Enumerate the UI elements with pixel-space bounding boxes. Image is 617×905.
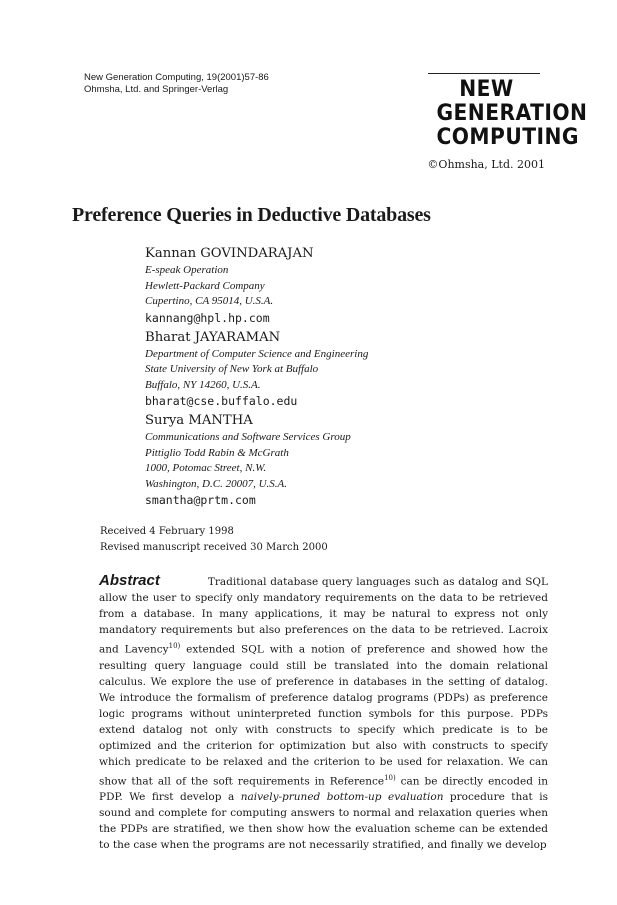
affiliation-line: Communications and Software Services Group bbox=[145, 431, 351, 443]
reference-marker: 10) bbox=[384, 773, 396, 782]
abstract bbox=[99, 573, 548, 853]
author-block bbox=[145, 245, 525, 326]
affiliation-line: 1000, Potomac Street, N.W. bbox=[145, 462, 267, 474]
abstract-emphasis: naively-pruned bottom-up evaluation bbox=[240, 791, 444, 803]
author-email: bharat@cse.buffalo.edu bbox=[145, 394, 298, 408]
affiliation-line: Pittiglio Todd Rabin & McGrath bbox=[145, 446, 289, 459]
abstract-text: extended SQL with a notion of preference and showed how the resulting query language could still be translated into the domain relational calculus. We explore the use of preference in databases in the setting of datalog. We introduce the formalism of preference datalog programs (PDPs) as preference logic programs without uninterpreted function symbols for this purpose. PDPs extend datalog not only with constructs to specify which predicate is to be optimized and the criterion for optimization but also with constructs to specify which predicate to be relaxed and the criterion to be used for relaxation. We can show that all of the soft requirements in Reference bbox=[99, 643, 548, 787]
author-list bbox=[145, 245, 525, 511]
affiliation-line: State University of New York at Buffalo bbox=[145, 363, 319, 375]
affiliation-line: Washington, D.C. 20007, U.S.A. bbox=[145, 477, 287, 490]
abstract-text: procedure that is sound and complete for computing answers to normal and relaxation queries when the PDPs are stratified, we then show how the evaluation scheme can be extended to the case when the programs are not necessarily stratified, and finally we develop bbox=[99, 791, 548, 851]
abstract-heading: Abstract bbox=[99, 572, 160, 589]
abstract-text: can be directly encoded in PDP. We first develop a bbox=[99, 775, 548, 803]
reference-marker: 10) bbox=[168, 642, 181, 650]
author-block bbox=[145, 329, 525, 410]
logo-line-2: GENERATION bbox=[436, 101, 588, 126]
journal-citation bbox=[84, 72, 269, 96]
journal-line-1: New Generation Computing, 19(2001)57-86 bbox=[84, 72, 269, 83]
affiliation-line: E-speak Operation bbox=[145, 264, 229, 276]
author-name: Kannan GOVINDARAJAN bbox=[145, 246, 314, 261]
logo-rule bbox=[428, 73, 540, 74]
revised-date: Revised manuscript received 30 March 2000 bbox=[100, 542, 328, 553]
received-date: Received 4 February 1998 bbox=[100, 526, 234, 537]
author-email: kannang@hpl.hp.com bbox=[145, 310, 270, 325]
copyright-notice: ©Ohmsha, Ltd. 2001 bbox=[427, 158, 545, 171]
affiliation-line: Cupertino, CA 95014, U.S.A. bbox=[145, 295, 274, 307]
abstract-text: Traditional database query languages such as datalog and SQL allow the user to specify only mandatory requirements on the data to be retrieved from a database. In many applications, it may be natural to express not only mandatory requirements but also preferences on the data to be retrieved. Lacroix and Lavency bbox=[99, 576, 548, 656]
paper-title: Preference Queries in Deductive Databases bbox=[72, 204, 431, 226]
journal-logo bbox=[436, 77, 588, 150]
submission-dates bbox=[100, 524, 328, 556]
affiliation-line: Department of Computer Science and Engineering bbox=[145, 347, 369, 360]
affiliation-line: Hewlett-Packard Company bbox=[145, 279, 265, 292]
journal-line-2: Ohmsha, Ltd. and Springer-Verlag bbox=[84, 84, 229, 95]
author-block bbox=[145, 412, 525, 508]
affiliation-line: Buffalo, NY 14260, U.S.A. bbox=[145, 378, 261, 391]
author-name: Bharat JAYARAMAN bbox=[145, 329, 281, 345]
author-email: smantha@prtm.com bbox=[145, 493, 256, 507]
logo-line-1: NEW bbox=[459, 77, 514, 102]
author-name: Surya MANTHA bbox=[145, 413, 253, 428]
logo-line-3: COMPUTING bbox=[436, 125, 579, 150]
